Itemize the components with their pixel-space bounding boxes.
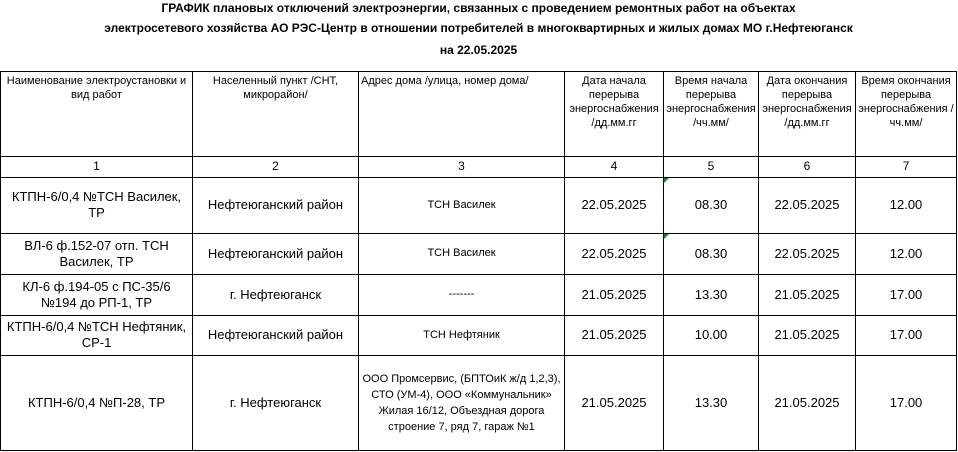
cell-time-end: 12.00 <box>856 177 957 233</box>
cell-time-start: 08.30 <box>664 233 759 274</box>
cell-time-end: 17.00 <box>856 274 957 315</box>
cell-time-end: 17.00 <box>856 315 957 355</box>
cell-time-start: 13.30 <box>664 274 759 315</box>
col-number: 6 <box>759 156 856 177</box>
column-numbers-row <box>1 156 957 177</box>
col-number: 2 <box>193 156 359 177</box>
cell-date-end: 22.05.2025 <box>759 177 856 233</box>
cell-date-end: 21.05.2025 <box>759 274 856 315</box>
cell-date-end: 22.05.2025 <box>759 233 856 274</box>
title-line-2: электросетевого хозяйства АО РЭС-Центр в отношении потребителей в многоквартирных и жилых домах МО г.Нефтеюганск <box>104 20 853 35</box>
cell-address: ТСН Василек <box>359 233 565 274</box>
col-number: 3 <box>359 156 565 177</box>
cell-object: КТПН-6/0,4 №ТСН Нефтяник, СР-1 <box>1 315 193 355</box>
col-number: 1 <box>1 156 193 177</box>
col-number: 4 <box>565 156 664 177</box>
cell-locality: г. Нефтеюганск <box>193 355 359 450</box>
cell-object: КТПН-6/0,4 №ТСН Василек, ТР <box>1 177 193 233</box>
header-time-start: Время начала перерыва энергоснабжения /чч.мм/ <box>664 71 759 156</box>
header-locality: Населенный пункт /СНТ, микрорайон/ <box>193 71 359 156</box>
table-row <box>1 233 957 274</box>
table-row <box>1 315 957 355</box>
table-row <box>1 355 957 450</box>
header-date-end: Дата окончания перерыва энергоснабжения /дд.мм.гг <box>759 71 856 156</box>
cell-locality: Нефтеюганский район <box>193 177 359 233</box>
cell-date-start: 22.05.2025 <box>565 177 664 233</box>
cell-object: КТПН-6/0,4 №П-28, ТР <box>1 355 193 450</box>
cell-address: ------- <box>359 274 565 315</box>
cell-date-start: 21.05.2025 <box>565 355 664 450</box>
header-address: Адрес дома /улица, номер дома/ <box>359 71 565 156</box>
cell-object: КЛ-6 ф.194-05 с ПС-35/6 №194 до РП-1, ТР <box>1 274 193 315</box>
header-time-end: Время окончания перерыва энергоснабжения /чч.мм/ <box>856 71 957 156</box>
cell-time-start: 08.30 <box>664 177 759 233</box>
cell-date-start: 21.05.2025 <box>565 274 664 315</box>
cell-locality: Нефтеюганский район <box>193 233 359 274</box>
col-number: 7 <box>856 156 957 177</box>
cell-date-start: 21.05.2025 <box>565 315 664 355</box>
header-object: Наименование электроустановки и вид работ <box>1 71 193 156</box>
cell-date-start: 22.05.2025 <box>565 233 664 274</box>
title-line-1: ГРАФИК плановых отключений электроэнергии, связанных с проведением ремонтных работ на объектах <box>161 1 796 15</box>
table-row <box>1 177 957 233</box>
cell-time-end: 12.00 <box>856 233 957 274</box>
table-row <box>1 274 957 315</box>
header-row <box>1 71 957 156</box>
cell-time-start: 10.00 <box>664 315 759 355</box>
cell-date-end: 21.05.2025 <box>759 355 856 450</box>
col-number: 5 <box>664 156 759 177</box>
cell-time-end: 17.00 <box>856 355 957 450</box>
cell-date-end: 21.05.2025 <box>759 315 856 355</box>
title-line-3: на 22.05.2025 <box>439 42 518 57</box>
cell-object: ВЛ-6 ф.152-07 отп. ТСН Василек, ТР <box>1 233 193 274</box>
cell-address: ТСН Василек <box>359 177 565 233</box>
header-date-start: Дата начала перерыва энергоснабжения /дд.мм.гг <box>565 71 664 156</box>
cell-address: ООО Промсервис, (БПТОиК ж/д 1,2,3), СТО (УМ-4), ООО «Коммунальник» Жилая 16/12, Объездная дорога строение 7, ряд 7, гараж №1 <box>359 355 565 450</box>
cell-time-start: 13.30 <box>664 355 759 450</box>
cell-address: ТСН Нефтяник <box>359 315 565 355</box>
cell-locality: Нефтеюганский район <box>193 315 359 355</box>
cell-locality: г. Нефтеюганск <box>193 274 359 315</box>
